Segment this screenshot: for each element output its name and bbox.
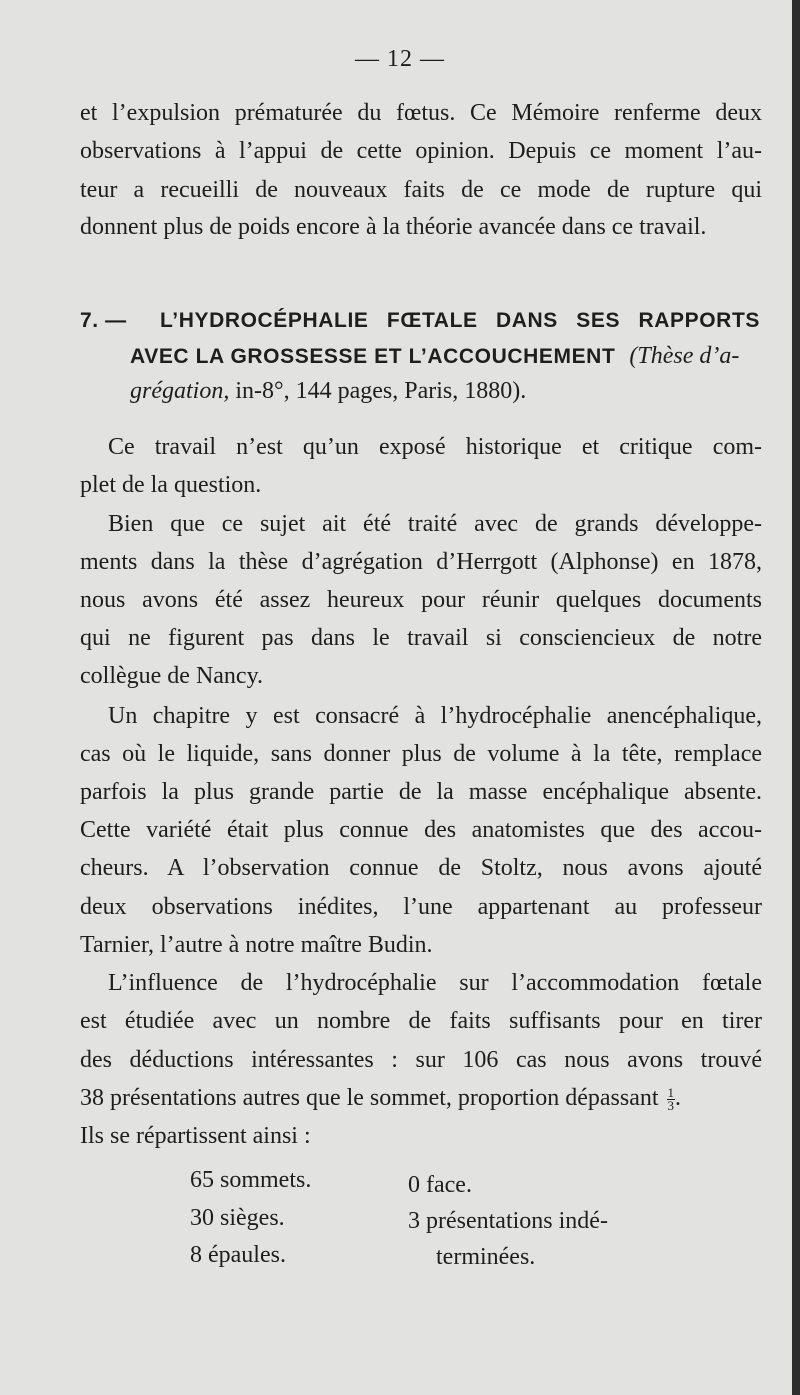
publication-details: in-8°, 144 pages, Paris, 1880). [235, 378, 527, 404]
list-item-face: 0 face. [408, 1172, 472, 1198]
para3-line-5: cheurs. A l’observation connue de Stoltz, nous avons ajouté [80, 855, 762, 881]
one-third-fraction [667, 1084, 676, 1113]
section-title-line-2 [130, 341, 762, 372]
para3-line-2: cas où le liquide, sans donner plus de volume à la tête, remplace [80, 741, 762, 767]
para4-line-3: des déductions intéressantes : sur 106 cas nous avons trouvé [80, 1047, 762, 1073]
fraction-period: . [675, 1085, 682, 1111]
para2-line-4: qui ne figurent pas dans le travail si consciencieux de notre [80, 625, 762, 651]
para2-line-5: collègue de Nancy. [80, 663, 264, 689]
para3-line-7: Tarnier, l’autre à notre maître Budin. [80, 932, 433, 958]
intro-line-2: observations à l’appui de cette opinion. Depuis ce moment l’au- [80, 138, 762, 164]
page-number: — 12 — [355, 46, 445, 72]
para3-line-4: Cette variété était plus connue des anatomistes que des accou- [80, 817, 762, 843]
intro-line-4: donnent plus de poids encore à la théorie avancée dans ce travail. [80, 214, 707, 240]
list-item-sieges: 30 sièges. [190, 1205, 285, 1231]
intro-line-1: et l’expulsion prématurée du fœtus. Ce Mémoire renferme deux [80, 100, 762, 126]
para4-line-1: L’influence de l’hydrocéphalie sur l’accommodation fœtale [108, 970, 762, 996]
para1-line-2: plet de la question. [80, 472, 262, 498]
section-title-line-1: L’HYDROCÉPHALIE FŒTALE DANS SES RAPPORTS [160, 309, 760, 332]
list-item-presentations: 3 présentations indé- [408, 1208, 608, 1234]
para3-line-6: deux observations inédites, l’une appartenant au professeur [80, 894, 762, 920]
page-edge-shadow [792, 0, 800, 1395]
para2-line-1: Bien que ce sujet ait été traité avec de grands développe- [108, 511, 762, 537]
para1-line-1: Ce travail n’est qu’un exposé historique et critique com- [108, 434, 762, 460]
para3-line-1: Un chapitre y est consacré à l’hydrocéphalie anencéphalique, [108, 703, 762, 729]
section-title-text-2: AVEC LA GROSSESSE ET L’ACCOUCHEMENT [130, 345, 616, 368]
para4-line-5: Ils se répartissent ainsi : [80, 1123, 311, 1149]
para3-line-3: parfois la plus grande partie de la masse encéphalique absente. [80, 779, 762, 805]
list-item-epaules: 8 épaules. [190, 1242, 286, 1268]
section-number: 7. — [80, 309, 127, 332]
para4-line-2: est étudiée avec un nombre de faits suffisants pour en tirer [80, 1008, 762, 1034]
section-title-line-3 [130, 376, 526, 406]
thesis-note-2: grégation, [130, 378, 230, 404]
intro-line-3: teur a recueilli de nouveaux faits de ce mode de rupture qui [80, 177, 762, 203]
para4-line-4-text: 38 présentations autres que le sommet, proportion dépassant [80, 1085, 659, 1111]
fraction-denominator: 3 [667, 1097, 675, 1113]
para2-line-2: ments dans la thèse d’agrégation d’Herrgott (Alphonse) en 1878, [80, 549, 762, 575]
list-item-terminees: terminées. [436, 1244, 536, 1270]
list-item-sommets: 65 sommets. [190, 1167, 312, 1193]
fraction-numerator: 1 [667, 1084, 675, 1100]
thesis-note-1: (Thèse d’a- [629, 343, 740, 369]
para2-line-3: nous avons été assez heureux pour réunir quelques documents [80, 587, 762, 613]
para4-line-4 [80, 1083, 762, 1113]
